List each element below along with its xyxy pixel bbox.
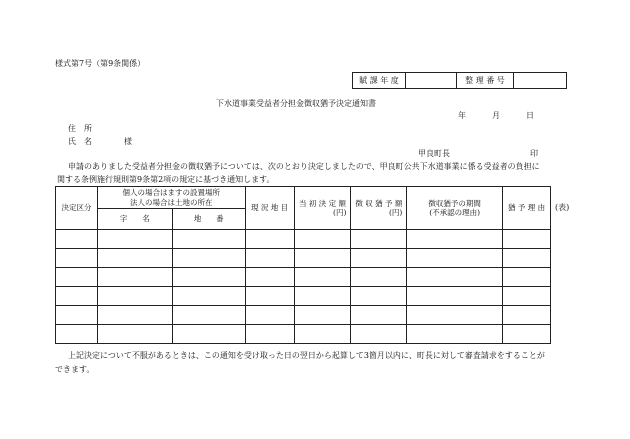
header-period-line2: (不承認の理由) bbox=[429, 208, 481, 217]
table-body bbox=[56, 230, 551, 344]
header-deferred-amount-unit: (円) bbox=[388, 208, 403, 217]
table-cell[interactable] bbox=[56, 268, 98, 287]
header-period bbox=[407, 187, 503, 230]
fiscal-year-value[interactable] bbox=[406, 73, 457, 89]
table-cell[interactable] bbox=[172, 306, 245, 325]
table-cell[interactable] bbox=[97, 306, 172, 325]
table-cell[interactable] bbox=[294, 268, 351, 287]
table-cell[interactable] bbox=[294, 249, 351, 268]
fiscal-year-label: 賦 課 年 度 bbox=[353, 73, 406, 89]
header-status-land: 現 況 地 目 bbox=[245, 187, 294, 230]
table-cell[interactable] bbox=[172, 268, 245, 287]
serial-label: 整 理 番 号 bbox=[457, 73, 514, 89]
table-cell[interactable] bbox=[56, 230, 98, 249]
table-cell[interactable] bbox=[407, 249, 503, 268]
table-cell[interactable] bbox=[407, 287, 503, 306]
table-cell[interactable] bbox=[503, 306, 551, 325]
footer-text-line1: 上記決定について不服があるときは、この通知を受け取った日の翌日から起算して3箇月以内に、町長に対して審査請求をすることが bbox=[68, 351, 545, 360]
table-cell[interactable] bbox=[97, 268, 172, 287]
form-number: 様式第7号（第9条関係） bbox=[55, 59, 146, 68]
table-cell[interactable] bbox=[97, 249, 172, 268]
table-cell[interactable] bbox=[294, 325, 351, 344]
table-cell[interactable] bbox=[245, 249, 294, 268]
header-location bbox=[97, 187, 245, 209]
header-deferred-amount bbox=[351, 187, 407, 230]
table-cell[interactable] bbox=[97, 325, 172, 344]
header-location-line1: 個人の場合はますの設置場所 bbox=[122, 188, 221, 197]
table-cell[interactable] bbox=[503, 325, 551, 344]
document-title: 下水道事業受益者分担金徴収猶予決定通知書 bbox=[216, 99, 376, 108]
table-cell[interactable] bbox=[407, 306, 503, 325]
table-cell[interactable] bbox=[172, 325, 245, 344]
table-cell[interactable] bbox=[407, 230, 503, 249]
honorific: 様 bbox=[124, 137, 132, 146]
body-text-line1: 申請のありました受益者分担金の徴収猶予については、次のとおり決定しましたので、甲良町公共下水道事業に係る受益者の負担に bbox=[68, 162, 540, 171]
date-year: 年 bbox=[458, 111, 466, 120]
issuer-title: 甲良町長 bbox=[418, 149, 450, 158]
table-cell[interactable] bbox=[97, 287, 172, 306]
header-deferred-amount-label: 徴 収 猶 予 額 bbox=[355, 198, 403, 208]
date-day: 日 bbox=[526, 111, 534, 120]
header-aza: 字 名 bbox=[97, 209, 172, 230]
table-row bbox=[56, 306, 551, 325]
table-row bbox=[56, 325, 551, 344]
table-cell[interactable] bbox=[56, 325, 98, 344]
header-initial-amount-unit: (円) bbox=[333, 208, 347, 217]
address-label: 住 所 bbox=[68, 124, 92, 133]
issuer-seal: 印 bbox=[530, 149, 538, 158]
table-row bbox=[56, 268, 551, 287]
table-cell[interactable] bbox=[172, 230, 245, 249]
table-row bbox=[56, 287, 551, 306]
table-cell[interactable] bbox=[56, 249, 98, 268]
header-initial-amount-label: 当 初 決 定 額 bbox=[298, 198, 346, 208]
header-reason: 猶 予 理 由 bbox=[503, 187, 551, 230]
table-cell[interactable] bbox=[245, 325, 294, 344]
table-cell[interactable] bbox=[503, 230, 551, 249]
table-cell[interactable] bbox=[407, 325, 503, 344]
side-note: (表) bbox=[555, 203, 570, 212]
table-cell[interactable] bbox=[245, 230, 294, 249]
table-cell[interactable] bbox=[351, 268, 407, 287]
table-cell[interactable] bbox=[351, 306, 407, 325]
table-cell[interactable] bbox=[172, 287, 245, 306]
table-cell[interactable] bbox=[351, 249, 407, 268]
header-initial-amount bbox=[294, 187, 351, 230]
table-row bbox=[56, 230, 551, 249]
table-cell[interactable] bbox=[56, 287, 98, 306]
table-cell[interactable] bbox=[503, 287, 551, 306]
table-cell[interactable] bbox=[503, 249, 551, 268]
table-cell[interactable] bbox=[56, 306, 98, 325]
table-cell[interactable] bbox=[351, 287, 407, 306]
header-chiban: 地 番 bbox=[172, 209, 245, 230]
header-box bbox=[352, 72, 567, 89]
table-cell[interactable] bbox=[294, 230, 351, 249]
header-decision: 決定区分 bbox=[56, 187, 98, 230]
table-cell[interactable] bbox=[503, 268, 551, 287]
table-cell[interactable] bbox=[245, 268, 294, 287]
table-cell[interactable] bbox=[172, 249, 245, 268]
footer-text-line2: できます。 bbox=[55, 365, 95, 374]
table-cell[interactable] bbox=[97, 230, 172, 249]
table-cell[interactable] bbox=[407, 268, 503, 287]
serial-value[interactable] bbox=[514, 73, 567, 89]
table-cell[interactable] bbox=[294, 287, 351, 306]
body-text-line2: 関する条例施行規則第9条第2項の規定に基づき通知します。 bbox=[57, 175, 275, 184]
table-row bbox=[56, 249, 551, 268]
header-period-line1: 徴収猶予の期間 bbox=[428, 198, 481, 208]
table-cell[interactable] bbox=[245, 287, 294, 306]
table-cell[interactable] bbox=[351, 325, 407, 344]
date-month: 月 bbox=[492, 111, 500, 120]
deferral-table bbox=[55, 186, 551, 344]
table-cell[interactable] bbox=[294, 306, 351, 325]
name-label: 氏 名 bbox=[68, 137, 92, 146]
header-location-line2: 法人の場合は土地の所在 bbox=[130, 197, 213, 207]
table-cell[interactable] bbox=[351, 230, 407, 249]
table-cell[interactable] bbox=[245, 306, 294, 325]
